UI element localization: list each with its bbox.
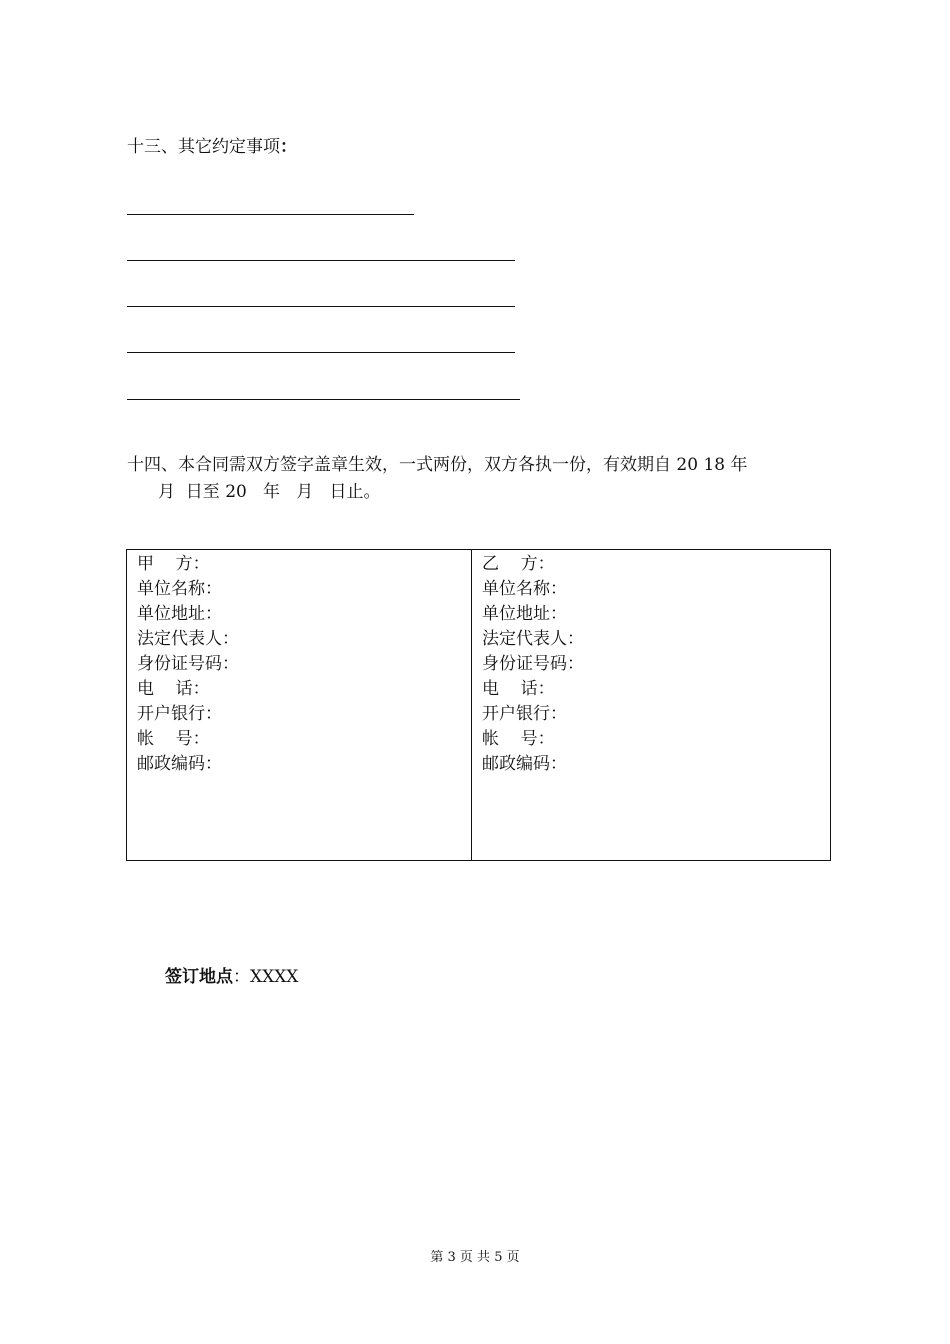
party-b-row: 乙 方：: [482, 554, 555, 574]
signing-place: [165, 962, 298, 987]
party-b-row: 邮政编码：: [482, 754, 567, 774]
blank-line-4[interactable]: [127, 352, 515, 353]
section-13-title: 十三、其它约定事项: [127, 137, 280, 157]
party-b-row: 身份证号码：: [482, 654, 584, 674]
signing-place-colon: ：: [233, 967, 250, 987]
section-13-colon: ：: [280, 137, 297, 157]
party-a-row: 身份证号码：: [137, 654, 239, 674]
blank-line-5[interactable]: [127, 399, 520, 400]
party-b-row: 单位名称：: [482, 579, 567, 599]
party-b-row: 帐 号：: [482, 729, 555, 749]
signing-place-value: XXXX: [250, 967, 299, 987]
party-a-cell: [127, 550, 472, 861]
party-b-row: 法定代表人：: [482, 629, 584, 649]
signing-place-label: 签订地点: [165, 967, 233, 987]
section-14-line-2: 月 日至 20 年 月 日止。: [158, 482, 381, 502]
party-b-row: 电 话：: [482, 679, 555, 699]
blank-line-3[interactable]: [127, 306, 515, 307]
party-b-row: 单位地址：: [482, 604, 567, 624]
party-b-row: 开户银行：: [482, 704, 567, 724]
section-13-heading: [127, 132, 297, 157]
party-a-row: 单位名称：: [137, 579, 222, 599]
party-a-row: 开户银行：: [137, 704, 222, 724]
party-b-cell: [472, 550, 831, 861]
party-a-row: 电 话：: [137, 679, 210, 699]
section-14-paragraph: [127, 452, 832, 506]
page-footer: 第 3 页 共 5 页: [430, 1250, 520, 1265]
blank-line-1[interactable]: [127, 214, 414, 215]
party-a-row: 法定代表人：: [137, 629, 239, 649]
party-a-row: 甲 方：: [137, 554, 210, 574]
party-info-table: [126, 549, 831, 861]
party-a-row: 邮政编码：: [137, 754, 222, 774]
party-a-row: 帐 号：: [137, 729, 210, 749]
section-14-line-1: 十四、本合同需双方签字盖章生效，一式两份，双方各执一份，有效期自 20 18 年: [127, 455, 748, 475]
party-a-row: 单位地址：: [137, 604, 222, 624]
blank-line-2[interactable]: [127, 260, 515, 261]
